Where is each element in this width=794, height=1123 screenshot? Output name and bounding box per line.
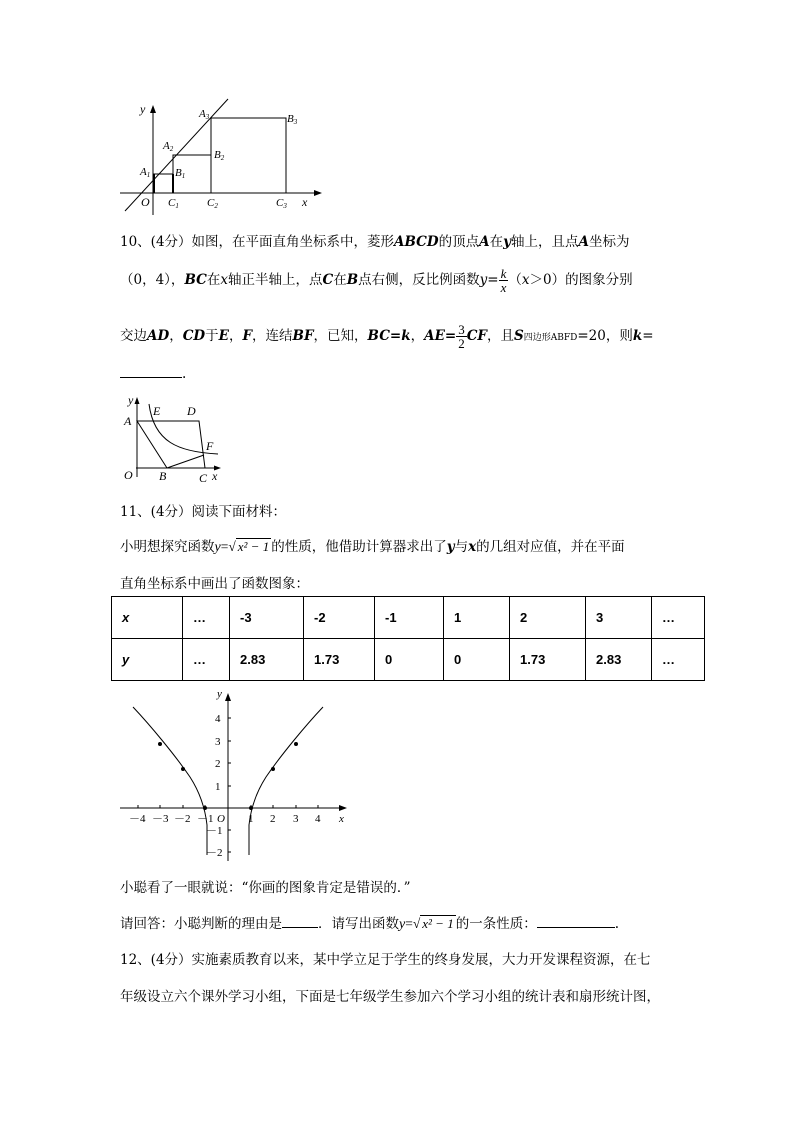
sqrt-radicand: x² − 1 bbox=[422, 916, 454, 931]
q11-line-4 bbox=[120, 912, 619, 933]
q10-c: C bbox=[322, 272, 334, 288]
q11-line-1 bbox=[120, 535, 625, 556]
q11-text: 的一条性质： bbox=[455, 916, 537, 932]
sqrt-expression: √ x² − 1 bbox=[228, 539, 270, 554]
q10-text: ， bbox=[410, 328, 425, 344]
y-arrow-icon bbox=[135, 397, 140, 404]
q10-ad: AD bbox=[147, 328, 170, 344]
fraction-3-over-2 bbox=[456, 323, 467, 350]
q10-text: 坐标为 bbox=[588, 234, 630, 250]
table-cell: -1 bbox=[375, 597, 444, 639]
q10-s: S bbox=[514, 328, 524, 344]
point-pos1 bbox=[249, 806, 253, 810]
q10-text: = bbox=[642, 328, 654, 344]
label-y: y bbox=[128, 393, 134, 407]
table-cell: 0 bbox=[444, 639, 510, 681]
label-x: x bbox=[212, 469, 218, 483]
q10-text: 在 bbox=[206, 272, 221, 288]
table-cell: x bbox=[112, 597, 183, 639]
label-a1: A1 bbox=[140, 166, 151, 179]
x-tick-label: 4 bbox=[315, 813, 321, 825]
figure-rhombus bbox=[118, 392, 230, 486]
q10-text: ， bbox=[169, 328, 183, 344]
q10-a: A bbox=[479, 234, 490, 250]
label-a2: A2 bbox=[163, 140, 174, 153]
q11-text: 小聪看了一眼就说：“你画的图象肯定是错误的．” bbox=[120, 880, 411, 896]
q10-bck: BC=k bbox=[367, 328, 411, 344]
label-b: B bbox=[159, 469, 167, 483]
func-y: y bbox=[479, 272, 488, 288]
q10-k: k bbox=[632, 328, 643, 344]
y-tick-label: 4 bbox=[215, 713, 221, 725]
answer-blank[interactable] bbox=[120, 363, 182, 378]
label-b2: B2 bbox=[214, 149, 225, 162]
label-c1: C1 bbox=[168, 197, 179, 210]
func-eq: = bbox=[487, 272, 499, 288]
q10-text: ＞0）的图象分别 bbox=[529, 272, 633, 288]
q11-text: 的几组对应值，并在平面 bbox=[476, 539, 625, 555]
x-tick-label: －3 bbox=[152, 813, 169, 825]
table-cell: 3 bbox=[586, 597, 652, 639]
label-o: O bbox=[124, 468, 133, 482]
x-tick-label: 3 bbox=[293, 813, 299, 825]
q10-text: 交边 bbox=[120, 328, 147, 344]
right-branch bbox=[249, 707, 323, 855]
label-o: O bbox=[141, 195, 150, 209]
figure-squares bbox=[110, 95, 330, 215]
point-pos2 bbox=[271, 767, 275, 771]
q11-text: 11、(4分）阅读下面材料： bbox=[120, 504, 287, 520]
label-f: F bbox=[206, 439, 214, 453]
q10-abcd: ABCD bbox=[394, 234, 439, 250]
q11-x: x bbox=[468, 539, 477, 555]
func-y: y bbox=[399, 917, 406, 932]
label-x: x bbox=[339, 813, 344, 825]
q10-line-2 bbox=[120, 267, 633, 294]
q10-text: 在 bbox=[489, 234, 504, 250]
q11-text: 直角坐标系中画出了函数图象： bbox=[120, 576, 309, 592]
frac-num: k bbox=[500, 266, 507, 281]
label-b3: B3 bbox=[287, 113, 298, 126]
point-neg1 bbox=[203, 806, 207, 810]
answer-blank[interactable] bbox=[537, 913, 615, 928]
table-cell: 2.83 bbox=[230, 639, 304, 681]
q10-cd: CD bbox=[182, 328, 206, 344]
y-tick-label: －1 bbox=[206, 825, 223, 837]
q10-s-sub: 四边形ABFD bbox=[523, 333, 578, 343]
func-y: y bbox=[214, 540, 221, 555]
x-tick-label: 2 bbox=[270, 813, 276, 825]
q11-line-2 bbox=[120, 572, 309, 592]
q10-line-3 bbox=[120, 323, 654, 350]
q11-line-3 bbox=[120, 876, 411, 896]
table-cell: -2 bbox=[304, 597, 375, 639]
label-c: C bbox=[199, 471, 208, 485]
q11-text: 小明想探究函数 bbox=[120, 539, 215, 555]
q12-line-1 bbox=[120, 948, 651, 968]
frac-num: 3 bbox=[458, 322, 465, 337]
label-x: x bbox=[302, 195, 308, 209]
q10-text: 于 bbox=[205, 328, 219, 344]
left-branch bbox=[133, 707, 207, 855]
q10-a: A bbox=[578, 234, 589, 250]
label-c2: C2 bbox=[207, 197, 218, 210]
table-cell: 2 bbox=[510, 597, 586, 639]
q10-text: （ bbox=[508, 272, 522, 288]
q10-text: 点右侧，反比例函数 bbox=[358, 272, 480, 288]
q10-text: 在 bbox=[333, 272, 347, 288]
point-neg2 bbox=[181, 767, 185, 771]
y-tick-label: －2 bbox=[206, 847, 223, 859]
y-tick-label: 2 bbox=[215, 758, 221, 770]
q10-cf: CF bbox=[466, 328, 488, 344]
fraction-k-over-x bbox=[499, 267, 509, 294]
func-eq: = bbox=[220, 539, 229, 554]
table-cell: … bbox=[652, 639, 705, 681]
sqrt-radicand: x² − 1 bbox=[237, 539, 270, 554]
q12-text: 年级设立六个课外学习小组，下面是七年级学生参加六个学习小组的统计表和扇形统计图， bbox=[120, 989, 660, 1005]
q10-line-4 bbox=[120, 363, 186, 382]
q10-bf: BF bbox=[292, 328, 314, 344]
y-tick-label: 1 bbox=[215, 781, 221, 793]
table-cell: 0 bbox=[375, 639, 444, 681]
x-tick-label: －4 bbox=[129, 813, 146, 825]
q10-x: x bbox=[220, 272, 228, 288]
q10-text: 轴正半轴上，点 bbox=[227, 272, 323, 288]
q10-f: F bbox=[242, 328, 253, 344]
q10-text: ，且 bbox=[487, 328, 515, 344]
q12-text: 12、(4分）实施素质教育以来，某中学立足于学生的终身发展，大力开发课程资源，在七 bbox=[120, 952, 651, 968]
q10-text: 的顶点 bbox=[438, 234, 480, 250]
y-tick-label: 3 bbox=[215, 736, 221, 748]
q10-text: 10、(4分）如图，在平面直角坐标系中，菱形 bbox=[120, 234, 395, 250]
table-cell: y bbox=[112, 639, 183, 681]
table-row bbox=[112, 639, 705, 681]
segment-bf bbox=[167, 455, 204, 468]
q10-text: （0，4）， bbox=[120, 272, 185, 288]
point-neg3 bbox=[158, 742, 162, 746]
x-arrow-icon bbox=[339, 805, 347, 811]
table-cell: … bbox=[652, 597, 705, 639]
q10-text: ，已知， bbox=[313, 328, 368, 344]
frac-den: 2 bbox=[458, 336, 465, 351]
q10-text: ，连结 bbox=[252, 328, 293, 344]
q10-e: E bbox=[218, 328, 229, 344]
func-eq: = bbox=[405, 916, 413, 931]
q10-text: =20，则 bbox=[577, 328, 633, 344]
y-arrow-icon bbox=[225, 693, 231, 701]
q10-ae: AE= bbox=[424, 328, 457, 344]
point-pos3 bbox=[294, 742, 298, 746]
table-row bbox=[112, 597, 705, 639]
label-c3: C3 bbox=[276, 197, 287, 210]
rhombus bbox=[137, 421, 205, 468]
label-y: y bbox=[217, 688, 222, 700]
label-a: A bbox=[124, 414, 132, 428]
q12-line-2 bbox=[120, 985, 660, 1005]
q10-text: 轴上，且点 bbox=[510, 234, 579, 250]
q11-text: ．请写出函数 bbox=[318, 916, 399, 932]
q10-y: y bbox=[503, 234, 511, 250]
label-y: y bbox=[140, 102, 146, 116]
label-o: O bbox=[217, 813, 225, 825]
sqrt-expression: √ x² − 1 bbox=[412, 916, 454, 931]
x-tick-label: －1 bbox=[197, 813, 214, 825]
q10-x: x bbox=[521, 272, 530, 288]
label-e: E bbox=[153, 404, 161, 418]
q11-title bbox=[120, 500, 286, 520]
q11-text: 的性质，他借助计算器求出了 bbox=[271, 539, 447, 555]
table-cell: 1.73 bbox=[304, 639, 375, 681]
x-tick-label: 1 bbox=[248, 813, 254, 825]
q11-text: 与 bbox=[454, 539, 469, 555]
x-arrow-icon bbox=[314, 190, 322, 196]
table-cell: 1.73 bbox=[510, 639, 586, 681]
value-table bbox=[111, 596, 705, 681]
answer-blank[interactable] bbox=[282, 913, 318, 928]
label-a3: A3 bbox=[199, 108, 210, 121]
q10-b: B bbox=[346, 272, 359, 288]
table-cell: … bbox=[183, 639, 230, 681]
q11-y: y bbox=[446, 539, 455, 555]
label-d: D bbox=[187, 404, 196, 418]
function-graph bbox=[115, 685, 355, 865]
q10-text: ， bbox=[228, 328, 243, 344]
label-b1: B1 bbox=[175, 167, 186, 180]
table-cell: -3 bbox=[230, 597, 304, 639]
table-cell: 2.83 bbox=[586, 639, 652, 681]
y-arrow-icon bbox=[150, 105, 156, 113]
q11-text: . bbox=[614, 916, 620, 932]
table-cell: 1 bbox=[444, 597, 510, 639]
q10-line-1 bbox=[120, 230, 629, 250]
x-tick-label: －2 bbox=[174, 813, 191, 825]
q10-text: . bbox=[182, 366, 187, 382]
q11-text: 请回答：小聪判断的理由是 bbox=[120, 916, 282, 932]
table-cell: … bbox=[183, 597, 230, 639]
frac-den: x bbox=[500, 280, 507, 295]
q10-bc: BC bbox=[184, 272, 207, 288]
